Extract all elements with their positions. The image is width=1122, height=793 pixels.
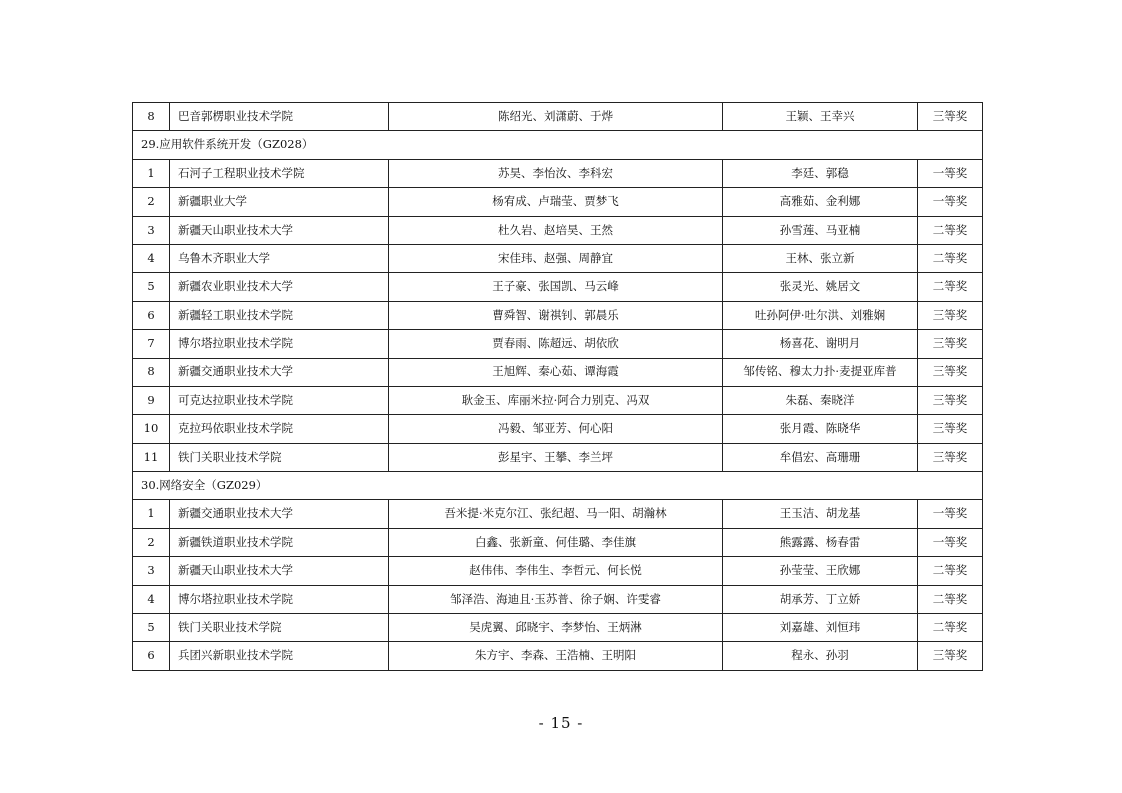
teacher-names: 杨喜花、谢明月 (723, 330, 918, 358)
student-names: 宋佳玮、赵强、周静宜 (389, 244, 723, 272)
teacher-names: 高雅茹、金利娜 (723, 188, 918, 216)
award-level: 三等奖 (918, 330, 983, 358)
teacher-names: 李廷、郭稳 (723, 159, 918, 187)
student-names: 冯毅、邹亚芳、何心阳 (389, 415, 723, 443)
table-row (133, 273, 983, 301)
section-header-row (133, 131, 983, 159)
table-row (133, 159, 983, 187)
student-names: 曹舜智、谢祺钊、郭晨乐 (389, 301, 723, 329)
award-level: 一等奖 (918, 500, 983, 528)
school-name: 新疆交通职业技术大学 (170, 358, 389, 386)
teacher-names: 胡承芳、丁立娇 (723, 585, 918, 613)
school-name: 铁门关职业技术学院 (170, 614, 389, 642)
table-row (133, 443, 983, 471)
student-names: 杨宥成、卢瑞莹、贾梦飞 (389, 188, 723, 216)
student-names: 苏昊、李怡汝、李科宏 (389, 159, 723, 187)
school-name: 乌鲁木齐职业大学 (170, 244, 389, 272)
row-number: 6 (133, 301, 170, 329)
page-number: - 15 - (538, 714, 584, 732)
table-row (133, 358, 983, 386)
school-name: 新疆天山职业技术大学 (170, 216, 389, 244)
row-number: 4 (133, 585, 170, 613)
teacher-names: 孙莹莹、王欣娜 (723, 557, 918, 585)
row-number: 9 (133, 386, 170, 414)
teacher-names: 牟倡宏、高珊珊 (723, 443, 918, 471)
student-names: 赵伟伟、李伟生、李哲元、何长悦 (389, 557, 723, 585)
award-level: 二等奖 (918, 614, 983, 642)
teacher-names: 朱磊、秦晓洋 (723, 386, 918, 414)
award-level: 一等奖 (918, 188, 983, 216)
award-level: 一等奖 (918, 159, 983, 187)
award-results-table (132, 102, 983, 671)
student-names: 邹泽浩、海迪且·玉苏普、徐子娴、许雯睿 (389, 585, 723, 613)
award-level: 三等奖 (918, 301, 983, 329)
award-level: 三等奖 (918, 386, 983, 414)
student-names: 耿金玉、库丽米拉·阿合力别克、冯双 (389, 386, 723, 414)
school-name: 博尔塔拉职业技术学院 (170, 585, 389, 613)
row-number: 11 (133, 443, 170, 471)
teacher-names: 程永、孙羽 (723, 642, 918, 670)
teacher-names: 孙雪莲、马亚楠 (723, 216, 918, 244)
table-row (133, 528, 983, 556)
award-level: 三等奖 (918, 642, 983, 670)
teacher-names: 张月霞、陈晓华 (723, 415, 918, 443)
award-level: 二等奖 (918, 244, 983, 272)
school-name: 新疆铁道职业技术学院 (170, 528, 389, 556)
student-names: 贾春雨、陈超远、胡依欣 (389, 330, 723, 358)
student-names: 王旭辉、秦心茹、谭海霞 (389, 358, 723, 386)
section-title: 29.应用软件系统开发（GZ028） (133, 131, 983, 159)
school-name: 铁门关职业技术学院 (170, 443, 389, 471)
row-number: 8 (133, 103, 170, 131)
row-number: 1 (133, 500, 170, 528)
teacher-names: 王玉洁、胡龙基 (723, 500, 918, 528)
student-names: 吾米提·米克尔江、张纪超、马一阳、胡瀚林 (389, 500, 723, 528)
student-names: 陈绍光、刘潇蔚、于烨 (389, 103, 723, 131)
row-number: 2 (133, 188, 170, 216)
teacher-names: 王林、张立新 (723, 244, 918, 272)
table-row (133, 500, 983, 528)
school-name: 兵团兴新职业技术学院 (170, 642, 389, 670)
award-level: 二等奖 (918, 273, 983, 301)
student-names: 彭星宇、王攀、李兰坪 (389, 443, 723, 471)
school-name: 新疆交通职业技术大学 (170, 500, 389, 528)
school-name: 新疆天山职业技术大学 (170, 557, 389, 585)
row-number: 1 (133, 159, 170, 187)
school-name: 石河子工程职业技术学院 (170, 159, 389, 187)
school-name: 新疆农业职业技术大学 (170, 273, 389, 301)
table-row (133, 330, 983, 358)
row-number: 7 (133, 330, 170, 358)
row-number: 5 (133, 614, 170, 642)
school-name: 博尔塔拉职业技术学院 (170, 330, 389, 358)
school-name: 巴音郭楞职业技术学院 (170, 103, 389, 131)
table-row (133, 216, 983, 244)
student-names: 王子豪、张国凯、马云峰 (389, 273, 723, 301)
section-title: 30.网络安全（GZ029） (133, 472, 983, 500)
school-name: 可克达拉职业技术学院 (170, 386, 389, 414)
teacher-names: 吐孙阿伊·吐尔洪、刘雅娴 (723, 301, 918, 329)
row-number: 3 (133, 216, 170, 244)
table-row (133, 642, 983, 670)
student-names: 朱方宇、李森、王浩楠、王明阳 (389, 642, 723, 670)
table-row (133, 386, 983, 414)
award-level: 三等奖 (918, 443, 983, 471)
row-number: 3 (133, 557, 170, 585)
row-number: 10 (133, 415, 170, 443)
table-row (133, 244, 983, 272)
student-names: 白鑫、张新童、何佳璐、李佳旗 (389, 528, 723, 556)
teacher-names: 张灵光、姚居文 (723, 273, 918, 301)
row-number: 2 (133, 528, 170, 556)
teacher-names: 刘嘉雄、刘恒玮 (723, 614, 918, 642)
table-row (133, 188, 983, 216)
award-level: 三等奖 (918, 415, 983, 443)
school-name: 新疆职业大学 (170, 188, 389, 216)
teacher-names: 熊露露、杨春雷 (723, 528, 918, 556)
teacher-names: 邹传铭、穆太力扑·麦提亚库普 (723, 358, 918, 386)
table-row (133, 103, 983, 131)
school-name: 新疆轻工职业技术学院 (170, 301, 389, 329)
award-level: 二等奖 (918, 557, 983, 585)
teacher-names: 王颖、王幸兴 (723, 103, 918, 131)
table-row (133, 557, 983, 585)
award-level: 二等奖 (918, 216, 983, 244)
award-level: 一等奖 (918, 528, 983, 556)
award-level: 三等奖 (918, 358, 983, 386)
table-row (133, 301, 983, 329)
award-level: 三等奖 (918, 103, 983, 131)
table-body (133, 103, 983, 671)
table-row (133, 415, 983, 443)
award-level: 二等奖 (918, 585, 983, 613)
student-names: 杜久岩、赵培昊、王然 (389, 216, 723, 244)
table-row (133, 614, 983, 642)
row-number: 6 (133, 642, 170, 670)
section-header-row (133, 472, 983, 500)
row-number: 5 (133, 273, 170, 301)
row-number: 8 (133, 358, 170, 386)
row-number: 4 (133, 244, 170, 272)
table-row (133, 585, 983, 613)
school-name: 克拉玛依职业技术学院 (170, 415, 389, 443)
student-names: 吴虎翼、邱晓宇、李梦怡、王炳淋 (389, 614, 723, 642)
